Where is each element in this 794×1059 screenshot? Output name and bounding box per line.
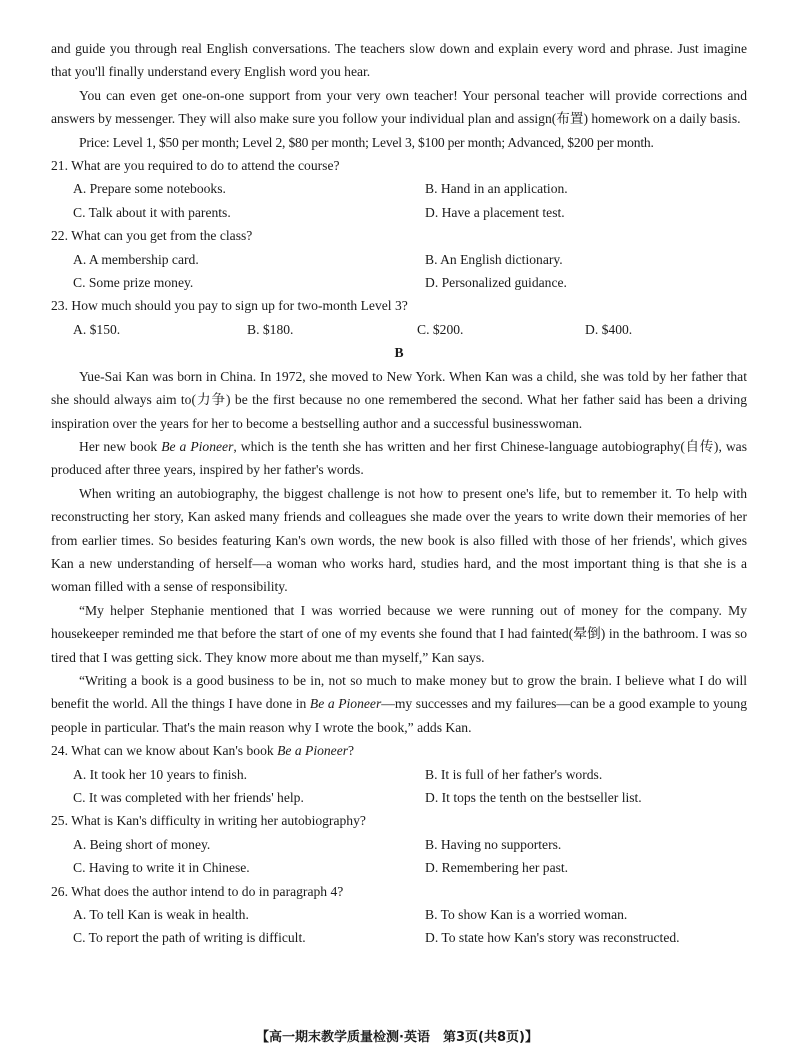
passage-a-paragraph: You can even get one-on-one support from your very own teacher! Your personal teacher will provide corrections and answers by messenger. They will also make sure you follow your individual plan and assign(布置) homework on a daily basis. [51, 87, 747, 127]
option: A. To tell Kan is weak in health. [73, 907, 249, 923]
question-25-options [51, 833, 747, 880]
section-b-heading: B [394, 345, 404, 361]
text: ? [348, 743, 355, 759]
passage-b-paragraph: Yue-Sai Kan was born in China. In 1972, she moved to New York. When Kan was a child, she was told by her father that she should always aim to(力争) be the first because no one remembered the second. What her father said has been a driving inspiration over the years for her to become a bestselling author and a successful businesswoman. [51, 368, 747, 431]
question-24-options [51, 763, 747, 810]
option: A. A membership card. [73, 251, 199, 267]
question-23: 23. How much should you pay to sign up for two-month Level 3? [51, 298, 408, 314]
option: D. Have a placement test. [425, 204, 565, 220]
option: D. To state how Kan's story was reconstructed. [425, 930, 680, 946]
option: D. $400. [585, 321, 633, 337]
text: —my successes and my failures—can be a good example to young people in particular. That's the main reason why I wrote the book,” adds Kan. [51, 696, 747, 735]
question-25: 25. What is Kan's difficulty in writing her autobiography? [51, 813, 366, 829]
exam-page [51, 37, 747, 950]
page-footer: 【高一期末教学质量检测·英语 第3页(共8页)】 [256, 1030, 538, 1045]
question-24 [51, 739, 747, 762]
option: B. $180. [247, 321, 294, 337]
option: C. Talk about it with parents. [73, 204, 231, 220]
question-23-options [51, 318, 747, 341]
book-title: Be a Pioneer [309, 696, 382, 712]
option: B. Hand in an application. [425, 181, 568, 197]
option: D. It tops the tenth on the bestseller list. [425, 790, 642, 805]
question-21: 21. What are you required to do to attend the course? [51, 158, 340, 174]
option: D. Remembering her past. [425, 860, 569, 876]
option: C. To report the path of writing is difficult. [73, 930, 306, 946]
option: B. To show Kan is a worried woman. [425, 907, 628, 923]
question-21-options [51, 177, 747, 224]
passage-b-paragraph [51, 435, 747, 482]
option: D. Personalized guidance. [425, 275, 567, 291]
option: C. Having to write it in Chinese. [73, 860, 250, 876]
passage-a-paragraph: and guide you through real English conversations. The teachers slow down and explain every word and phrase. Just imagine that you'll finally understand every English word you hear. [51, 41, 747, 80]
price-line: Price: Level 1, $50 per month; Level 2, $80 per month; Level 3, $100 per month; Advanced, $200 per month. [79, 134, 654, 150]
option: C. $200. [417, 321, 464, 337]
text: 24. What can we know about Kan's book [51, 743, 278, 759]
question-26: 26. What does the author intend to do in paragraph 4? [51, 883, 344, 899]
option: B. An English dictionary. [425, 251, 563, 267]
question-22: 22. What can you get from the class? [51, 228, 253, 244]
book-title: Be a Pioneer [161, 438, 234, 454]
text: , which is the tenth she has written and her first Chinese-language autobiography(自传), was produced after three years, inspired by her father's words. [51, 438, 747, 478]
question-22-options [51, 248, 747, 295]
option: C. Some prize money. [73, 275, 194, 291]
option: A. Being short of money. [73, 836, 211, 852]
text: “Writing a book is a good business to be in, not so much to make money but to grow the brain. I believe what I do will benefit the world. All the things I have done in [51, 672, 747, 712]
option: B. Having no supporters. [425, 836, 562, 852]
option: B. It is full of her father's words. [425, 766, 603, 782]
passage-b-paragraph [51, 669, 747, 739]
text: Her new book [79, 438, 162, 454]
question-26-options [51, 903, 747, 950]
option: A. Prepare some notebooks. [73, 181, 226, 197]
passage-b-paragraph: “My helper Stephanie mentioned that I was worried because we were running out of money for the company. My housekeeper reminded me that before the start of one of my events she found that I had fainted(晕倒) in the bathroom. I was so tired that I was getting sick. They know more about me than myself,” Kan says. [51, 602, 747, 665]
option: C. It was completed with her friends' help. [73, 790, 304, 805]
passage-b-paragraph: When writing an autobiography, the biggest challenge is not how to present one's life, but to remember it. To help with reconstructing her story, Kan asked many friends and colleagues she made over the years to write down their memories of her from earlier times. So besides featuring Kan's own words, the new book is also filled with those of her friends', which gives Kan a new understanding of herself—a woman who works hard, studies hard, and the most important thing is that she is a woman filled with a sense of responsibility. [51, 485, 747, 595]
option: A. $150. [73, 321, 121, 337]
option: A. It took her 10 years to finish. [73, 766, 248, 782]
book-title: Be a Pioneer [277, 743, 349, 759]
